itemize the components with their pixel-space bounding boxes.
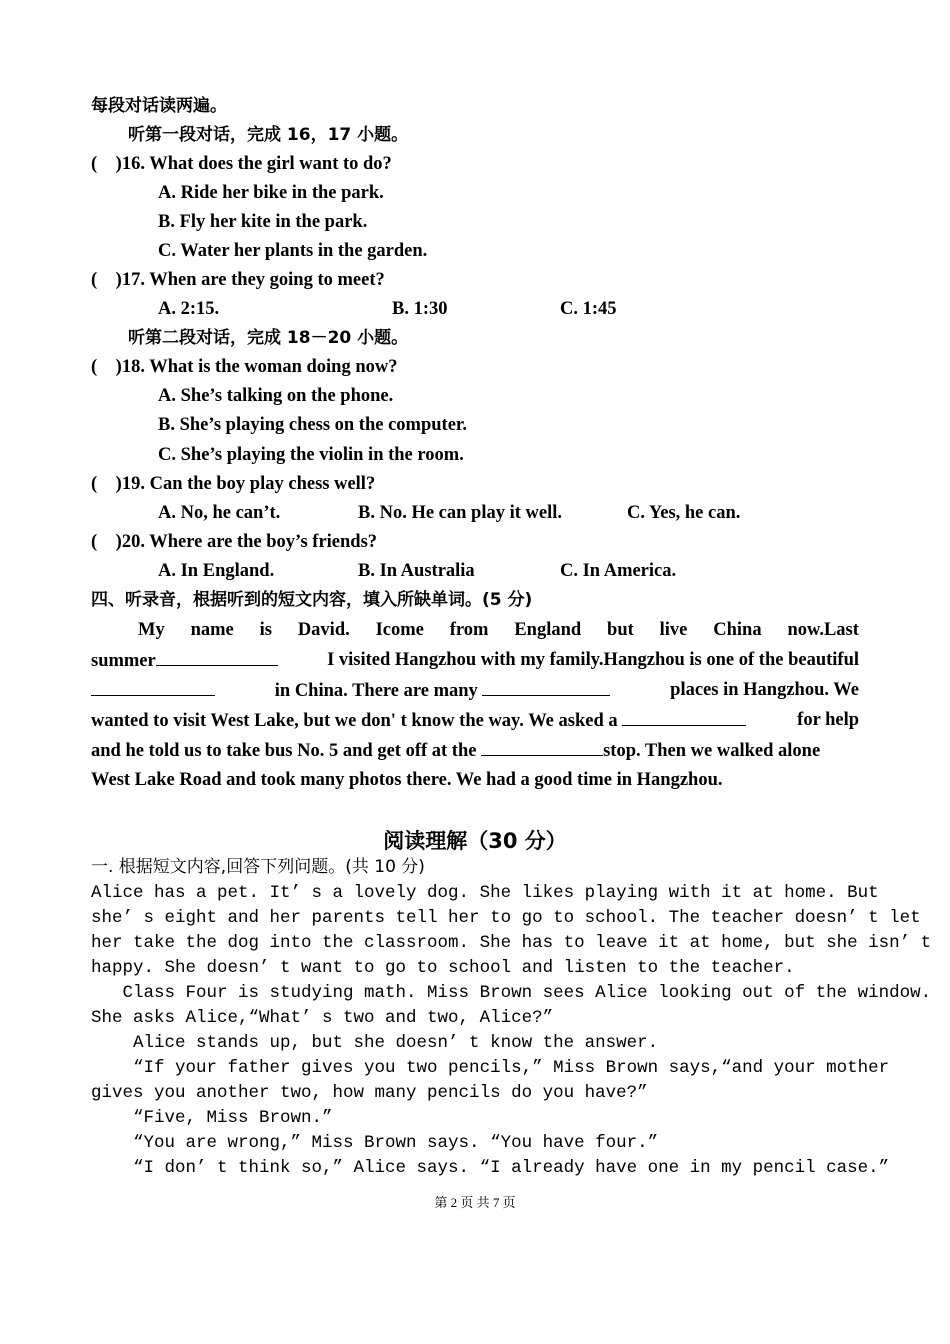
option-16a: A. Ride her bike in the park. xyxy=(158,183,384,203)
option-19a: A. No, he can’t. xyxy=(158,503,281,523)
option-18b: B. She’s playing chess on the computer. xyxy=(158,415,468,435)
passage-line: “You are wrong,” Miss Brown says. “You have four.” xyxy=(91,1133,659,1153)
option-17a: A. 2:15. xyxy=(158,299,220,319)
option-20a: A. In England. xyxy=(158,561,275,581)
question-20 xyxy=(91,531,377,553)
cloze-line-3: in China. There are many places in Hangzhou. We xyxy=(91,679,859,702)
cloze-blank-2[interactable] xyxy=(91,679,215,696)
option-20b: B. In Australia xyxy=(358,561,475,581)
question-text: 17. When are they going to meet? xyxy=(121,270,385,290)
question-text: 20. Where are the boy’s friends? xyxy=(121,532,378,552)
cloze-line-4: wanted to visit West Lake, but we don' t know the way. We asked a for help xyxy=(91,710,859,731)
question-text: 16. What does the girl want to do? xyxy=(121,154,392,174)
cloze-line-6: West Lake Road and took many photos there. We had a good time in Hangzhou. xyxy=(91,770,723,790)
answer-bracket[interactable]: ( ) xyxy=(91,532,122,552)
answer-bracket[interactable]: ( ) xyxy=(91,474,122,494)
passage-line: her take the dog into the classroom. She has to leave it at home, but she isn’ t xyxy=(91,933,932,953)
passage-line: gives you another two, how many pencils do you have?” xyxy=(91,1083,648,1103)
option-17b: B. 1:30 xyxy=(392,299,448,319)
question-text: 19. Can the boy play chess well? xyxy=(121,474,376,494)
cloze-blank-4[interactable] xyxy=(622,709,746,726)
cloze-line-2: summer I visited Hangzhou with my family.Hangzhou is one of the beautiful xyxy=(91,650,859,671)
option-17c: C. 1:45 xyxy=(560,299,617,319)
answer-bracket[interactable]: ( ) xyxy=(91,154,122,174)
section4-heading: 四、听录音，根据听到的短文内容，填入所缺单词。(5 分) xyxy=(91,590,533,610)
answer-bracket[interactable]: ( ) xyxy=(91,357,122,377)
passage-line: Alice stands up, but she doesn’ t know the answer. xyxy=(91,1033,659,1053)
reading-title: 阅读理解（30 分） xyxy=(383,829,567,853)
passage-line: she’ s eight and her parents tell her to go to school. The teacher doesn’ t let xyxy=(91,908,921,928)
dialogue1-intro: 听第一段对话，完成 16，17 小题。 xyxy=(128,125,409,145)
option-18a: A. She’s talking on the phone. xyxy=(158,386,394,406)
passage-line: Alice has a pet. It’ s a lovely dog. She likes playing with it at home. But xyxy=(91,883,879,903)
question-19 xyxy=(91,473,375,495)
cloze-line-5: and he told us to take bus No. 5 and get off at the stop. Then we walked alone xyxy=(91,741,821,761)
instruction-repeat: 每段对话读两遍。 xyxy=(91,96,227,116)
cloze-blank-1[interactable] xyxy=(156,649,278,666)
question-18 xyxy=(91,356,398,378)
question-17 xyxy=(91,269,385,291)
passage-line: “Five, Miss Brown.” xyxy=(91,1108,333,1128)
passage-line: happy. She doesn’ t want to go to school and listen to the teacher. xyxy=(91,958,795,978)
dialogue2-intro: 听第二段对话，完成 18－20 小题。 xyxy=(128,328,409,348)
option-19c: C. Yes, he can. xyxy=(627,503,741,523)
passage-line: She asks Alice,“What’ s two and two, Alice?” xyxy=(91,1008,554,1028)
option-16c: C. Water her plants in the garden. xyxy=(158,241,428,261)
cloze-blank-5[interactable] xyxy=(481,739,603,756)
question-text: 18. What is the woman doing now? xyxy=(121,357,398,377)
option-16b: B. Fly her kite in the park. xyxy=(158,212,368,232)
cloze-blank-3[interactable] xyxy=(482,679,610,696)
option-20c: C. In America. xyxy=(560,561,677,581)
reading-part1-heading: 一. 根据短文内容,回答下列问题。(共 10 分) xyxy=(91,857,425,877)
option-19b: B. No. He can play it well. xyxy=(358,503,563,523)
question-16 xyxy=(91,153,392,175)
passage-line: “I don’ t think so,” Alice says. “I already have one in my pencil case.” xyxy=(91,1158,890,1178)
passage-line: “If your father gives you two pencils,” Miss Brown says,“and your mother xyxy=(91,1058,890,1078)
passage-line: Class Four is studying math. Miss Brown sees Alice looking out of the window. xyxy=(91,983,932,1003)
answer-bracket[interactable]: ( ) xyxy=(91,270,122,290)
page-footer: 第 2 页 共 7 页 xyxy=(434,1195,516,1210)
cloze-line-1: My name is David. Icome from England but live China now.Last xyxy=(138,620,859,640)
option-18c: C. She’s playing the violin in the room. xyxy=(158,445,464,465)
